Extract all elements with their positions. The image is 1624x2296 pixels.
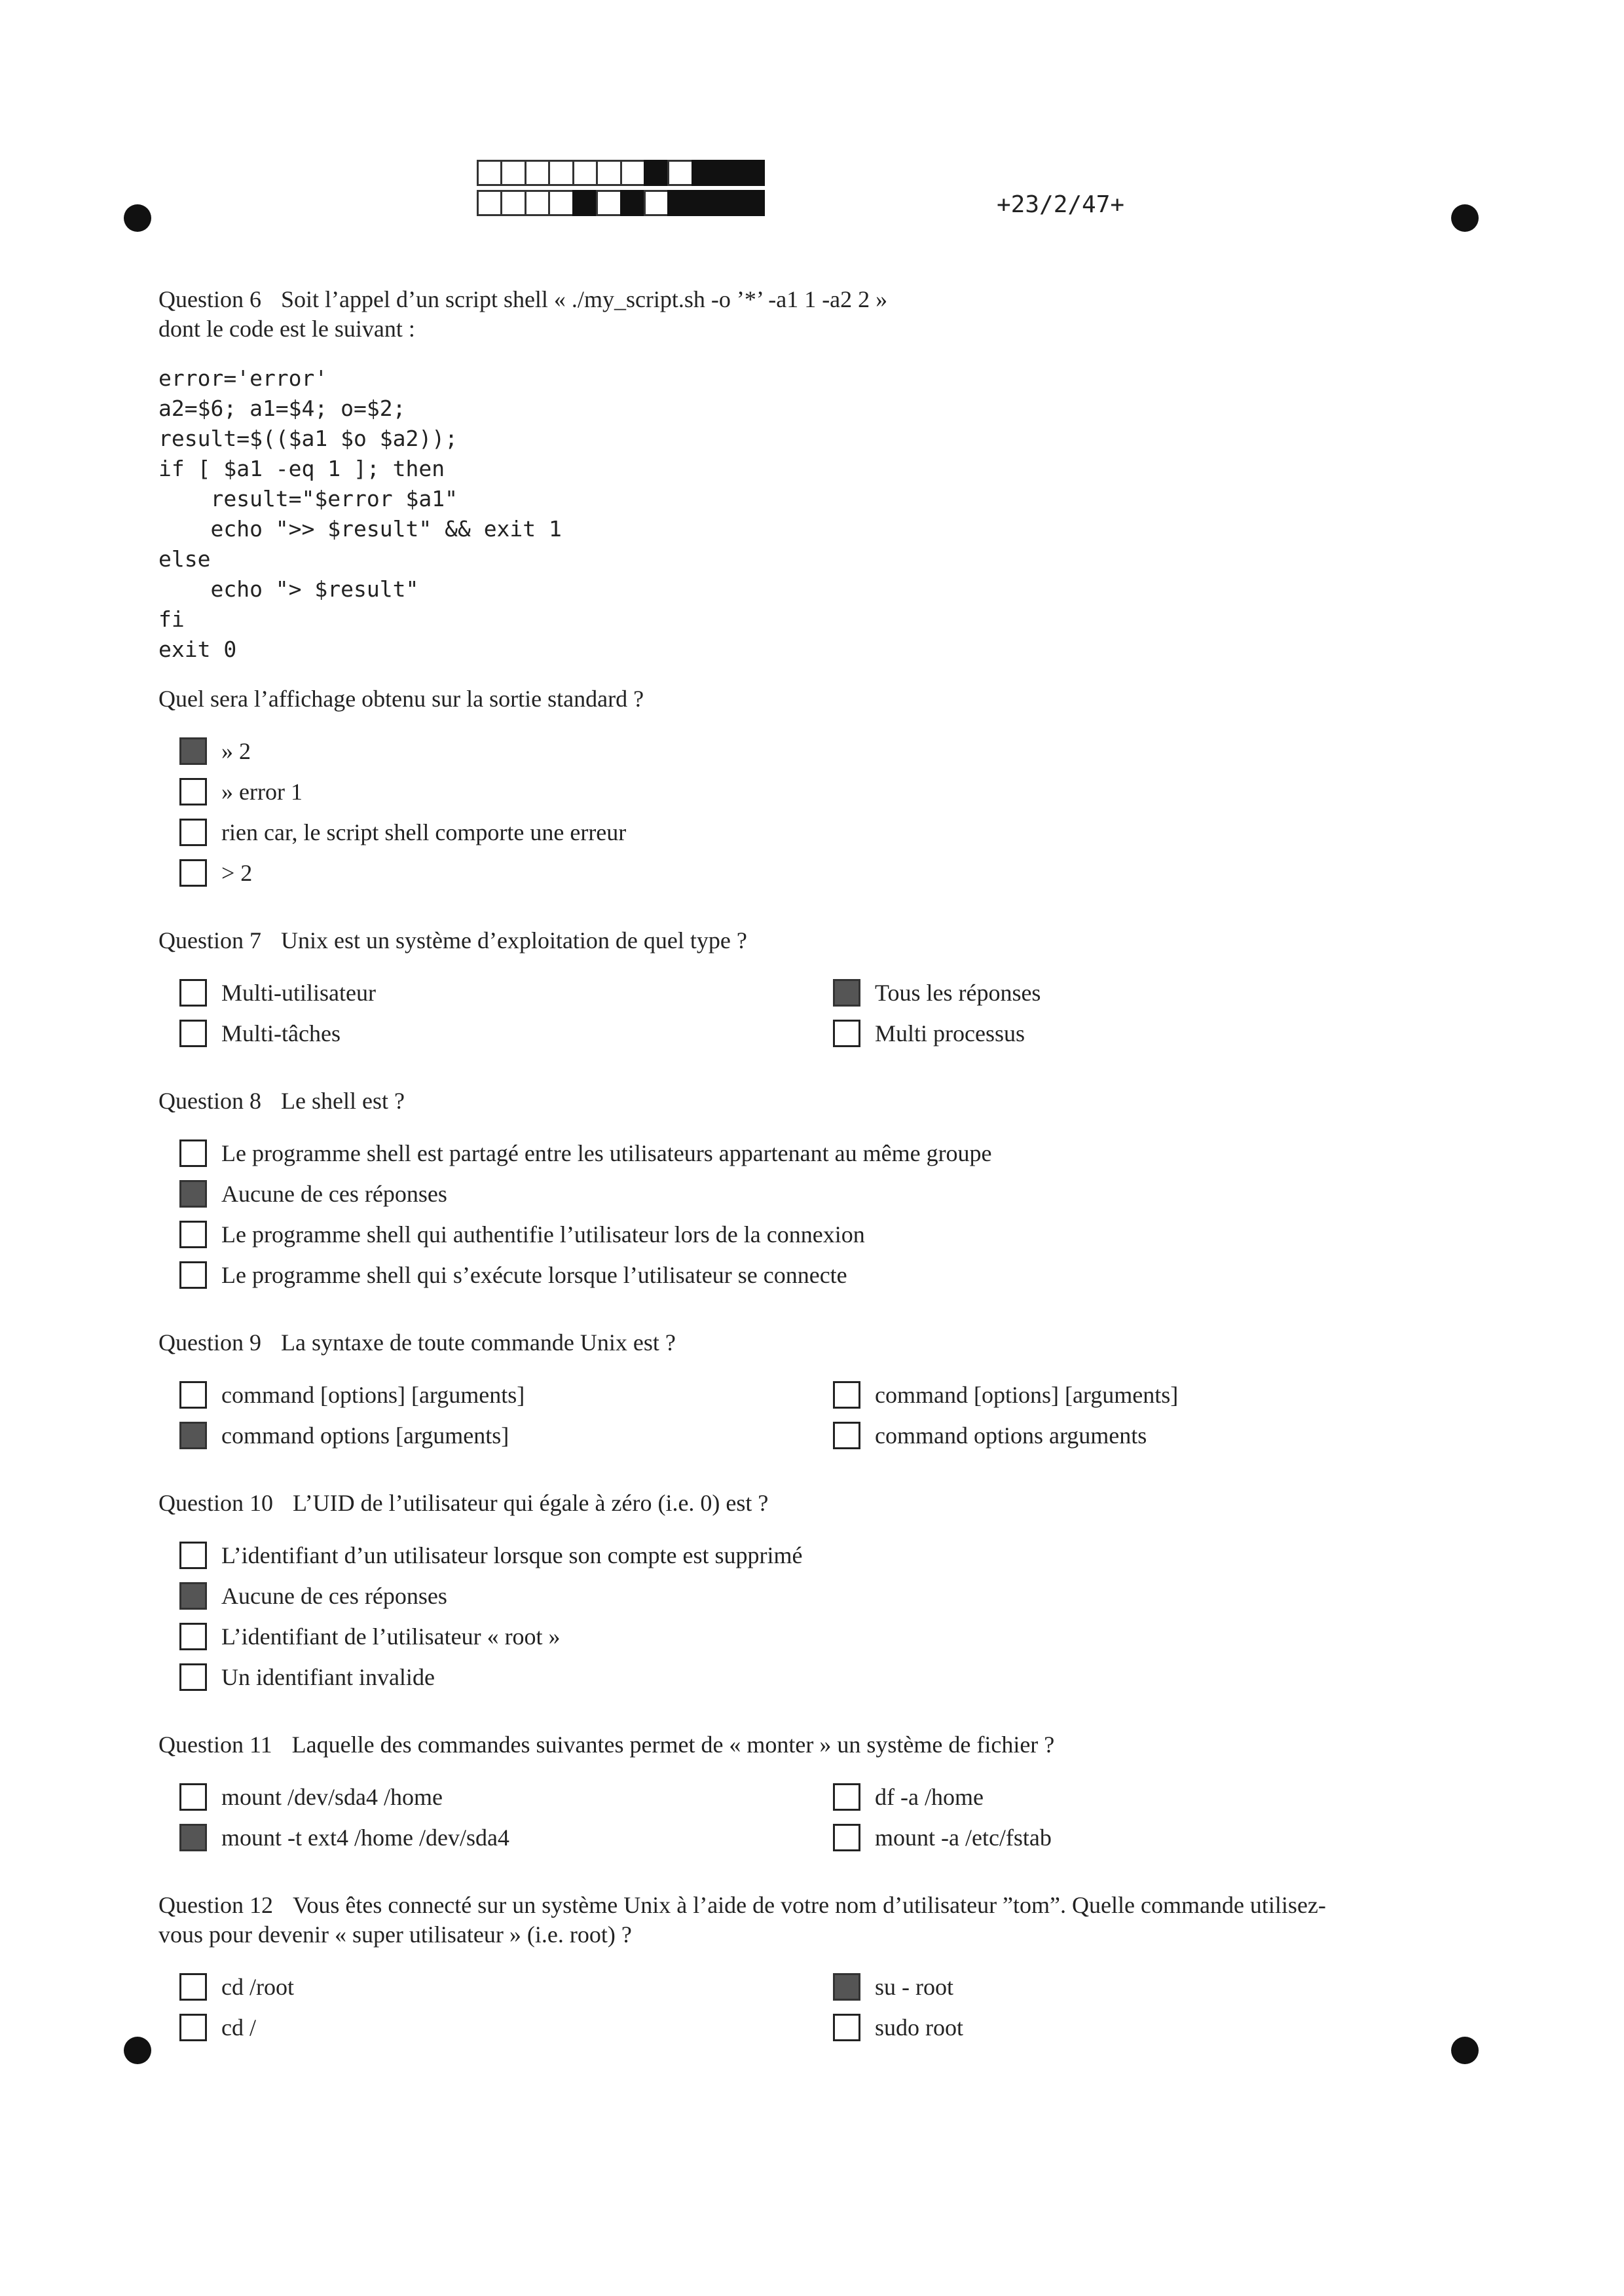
checkbox[interactable] (179, 1139, 207, 1167)
option-label: df -a /home (875, 1783, 984, 1810)
barcode-cell (500, 190, 524, 216)
page-barcode-row-1 (477, 160, 765, 186)
question-label: Question 7 (158, 927, 261, 954)
option-label: command [options] [arguments] (875, 1381, 1179, 1408)
answer-option (158, 1576, 1468, 1616)
answer-option (158, 1255, 1468, 1295)
barcode-cell (644, 190, 667, 216)
checkbox[interactable] (179, 1783, 207, 1811)
checkbox[interactable] (179, 1582, 207, 1610)
checkbox[interactable] (833, 1020, 860, 1047)
question-label: Question 9 (158, 1329, 261, 1356)
shell-script-code: error='error' a2=$6; a1=$4; o=$2; result=$(($a1 $o $a2)); if [ $a1 -eq 1 ]; then result="$error $a1" echo ">> $result" && exit 1 else echo "> $result" fi exit 0 (158, 365, 562, 662)
answer-option (812, 1013, 1467, 1054)
option-label: Le programme shell qui authentifie l’utilisateur lors de la connexion (221, 1221, 865, 1248)
option-label: mount -t ext4 /home /dev/sda4 (221, 1824, 509, 1851)
checkbox[interactable] (179, 1261, 207, 1289)
barcode-cell (715, 190, 739, 216)
answer-option (812, 972, 1467, 1013)
question-11 (158, 1730, 1468, 1858)
checkbox[interactable] (833, 979, 860, 1007)
question-prompt: Quel sera l’affichage obtenu sur la sortie standard ? (158, 686, 644, 712)
barcode-cell (548, 190, 572, 216)
option-label: Tous les réponses (875, 979, 1041, 1006)
barcode-cell (667, 160, 691, 186)
answer-options (158, 1535, 1468, 1697)
question-label: Question 11 (158, 1731, 272, 1758)
question-8 (158, 1086, 1468, 1295)
checkbox[interactable] (179, 737, 207, 765)
option-label: L’identifiant d’un utilisateur lorsque son compte est supprimé (221, 1542, 803, 1568)
answer-option (158, 1174, 1468, 1214)
option-label: cd /root (221, 1973, 294, 2000)
checkbox[interactable] (833, 2014, 860, 2041)
question-12 (158, 1891, 1468, 2048)
checkbox[interactable] (833, 1422, 860, 1449)
answer-option (812, 1375, 1467, 1415)
question-9 (158, 1328, 1468, 1456)
question-text-continued: vous pour devenir « super utilisateur » (i.e. root) ? (158, 1921, 632, 1948)
barcode-cell (644, 160, 667, 186)
barcode-cell (692, 190, 715, 216)
answer-option (158, 1777, 812, 1817)
option-label: command options arguments (875, 1422, 1147, 1449)
barcode-cell (596, 190, 619, 216)
answer-option (812, 1817, 1467, 1858)
answer-option (158, 1214, 1468, 1255)
checkbox[interactable] (179, 1973, 207, 2001)
barcode-cell (739, 160, 765, 186)
answer-option (158, 1616, 1468, 1657)
answer-option (158, 1535, 1468, 1576)
answer-options (158, 1967, 1468, 2048)
checkbox[interactable] (179, 778, 207, 805)
checkbox[interactable] (179, 979, 207, 1007)
barcode-cell (692, 160, 715, 186)
answer-option (158, 972, 812, 1013)
barcode-cell (500, 160, 524, 186)
answer-option (158, 1013, 812, 1054)
answer-option (158, 1133, 1468, 1174)
page-code: +23/2/47+ (997, 191, 1125, 218)
answer-option (812, 1777, 1467, 1817)
question-text: La syntaxe de toute commande Unix est ? (281, 1329, 676, 1356)
barcode-cell (477, 190, 500, 216)
checkbox[interactable] (179, 1020, 207, 1047)
checkbox[interactable] (833, 1783, 860, 1811)
question-text: Laquelle des commandes suivantes permet de « monter » un système de fichier ? (291, 1731, 1055, 1758)
answer-options (158, 1375, 1468, 1456)
barcode-cell (525, 160, 548, 186)
registration-mark-top-left (124, 204, 151, 232)
answer-option (812, 1415, 1467, 1456)
barcode-cell (620, 190, 644, 216)
option-label: » 2 (221, 737, 251, 764)
barcode-cell (572, 190, 596, 216)
question-text: Soit l’appel d’un script shell « ./my_script.sh -o ’*’ -a1 1 -a2 2 » (281, 286, 888, 312)
answer-options (158, 1777, 1468, 1858)
questions-content (158, 285, 1468, 2081)
checkbox[interactable] (179, 1623, 207, 1650)
question-text: Le shell est ? (281, 1088, 405, 1114)
answer-option (812, 2007, 1467, 2048)
option-label: Le programme shell est partagé entre les utilisateurs appartenant au même groupe (221, 1139, 992, 1166)
checkbox[interactable] (179, 1221, 207, 1248)
answer-option (158, 1375, 812, 1415)
barcode-cell (477, 160, 500, 186)
answer-option (158, 2007, 812, 2048)
answer-options (158, 731, 1468, 893)
answer-option (158, 853, 1468, 893)
barcode-cell (620, 160, 644, 186)
checkbox[interactable] (179, 1381, 207, 1409)
option-label: mount /dev/sda4 /home (221, 1783, 443, 1810)
option-label: command options [arguments] (221, 1422, 509, 1449)
checkbox[interactable] (833, 1381, 860, 1409)
barcode-cell (667, 190, 691, 216)
barcode-cell (739, 190, 765, 216)
option-label: » error 1 (221, 778, 303, 805)
answer-option (158, 1967, 812, 2007)
checkbox[interactable] (179, 2014, 207, 2041)
answer-option (812, 1967, 1467, 2007)
option-label: L’identifiant de l’utilisateur « root » (221, 1623, 561, 1650)
answer-options (158, 1133, 1468, 1295)
checkbox[interactable] (179, 1663, 207, 1691)
barcode-cell (525, 190, 548, 216)
question-6 (158, 285, 1468, 893)
page-barcode-row-2 (477, 190, 765, 216)
option-label: Un identifiant invalide (221, 1663, 435, 1690)
question-text: Vous êtes connecté sur un système Unix à l’aide de votre nom d’utilisateur ”tom”. Quelle commande utilisez- (293, 1892, 1326, 1918)
question-text: Unix est un système d’exploitation de quel type ? (281, 927, 747, 954)
question-7 (158, 926, 1468, 1054)
option-label: mount -a /etc/fstab (875, 1824, 1052, 1851)
checkbox[interactable] (179, 1422, 207, 1449)
answer-option (158, 812, 1468, 853)
answer-option (158, 731, 1468, 771)
option-label: Multi-utilisateur (221, 979, 376, 1006)
option-label: command [options] [arguments] (221, 1381, 525, 1408)
answer-options (158, 972, 1468, 1054)
registration-mark-bottom-left (124, 2037, 151, 2064)
barcode-cell (596, 160, 619, 186)
question-text-continued: dont le code est le suivant : (158, 316, 415, 342)
checkbox[interactable] (179, 1180, 207, 1208)
option-label: sudo root (875, 2014, 963, 2041)
barcode-cell (548, 160, 572, 186)
option-label: Multi processus (875, 1020, 1025, 1046)
barcode-cell (715, 160, 739, 186)
barcode-cell (572, 160, 596, 186)
checkbox[interactable] (179, 819, 207, 846)
question-label: Question 12 (158, 1892, 273, 1918)
checkbox[interactable] (179, 859, 207, 887)
question-label: Question 10 (158, 1490, 273, 1516)
question-label: Question 6 (158, 286, 261, 312)
option-label: Multi-tâches (221, 1020, 341, 1046)
option-label: su - root (875, 1973, 953, 2000)
question-label: Question 8 (158, 1088, 261, 1114)
checkbox[interactable] (179, 1542, 207, 1569)
option-label: Aucune de ces réponses (221, 1180, 447, 1207)
answer-option (158, 1657, 1468, 1697)
option-label: > 2 (221, 859, 253, 886)
answer-option (158, 1817, 812, 1858)
checkbox[interactable] (179, 1824, 207, 1851)
option-label: Aucune de ces réponses (221, 1582, 447, 1609)
checkbox[interactable] (833, 1824, 860, 1851)
checkbox[interactable] (833, 1973, 860, 2001)
answer-option (158, 771, 1468, 812)
question-10 (158, 1489, 1468, 1697)
answer-option (158, 1415, 812, 1456)
option-label: rien car, le script shell comporte une erreur (221, 819, 627, 845)
question-text: L’UID de l’utilisateur qui égale à zéro (i.e. 0) est ? (293, 1490, 769, 1516)
registration-mark-top-right (1451, 204, 1479, 232)
option-label: cd / (221, 2014, 256, 2041)
option-label: Le programme shell qui s’exécute lorsque l’utilisateur se connecte (221, 1261, 847, 1288)
